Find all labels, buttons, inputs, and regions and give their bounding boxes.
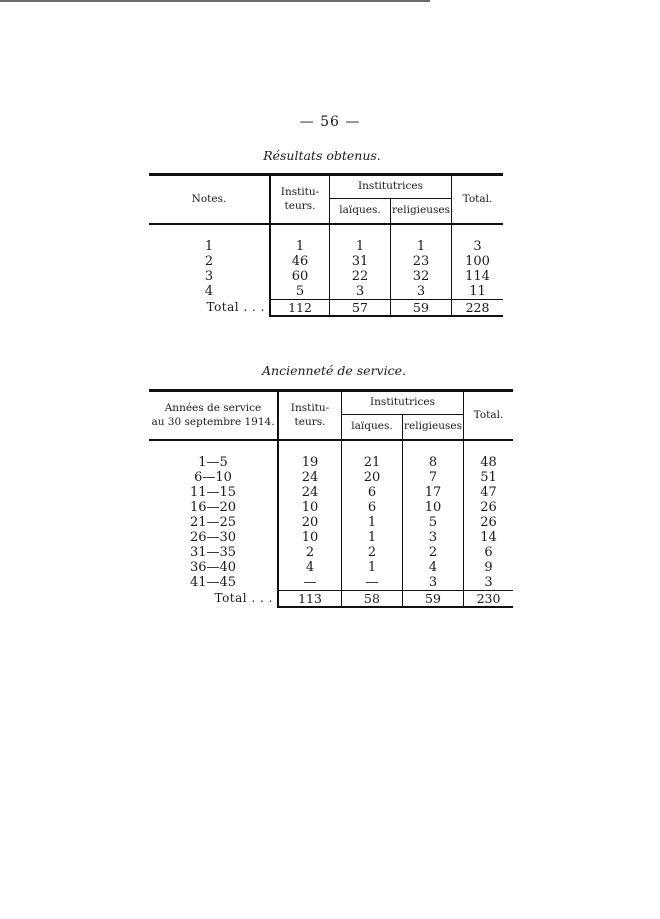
row-label: 21—25: [189, 515, 237, 530]
years-line2: au 30 septembre 1914.: [151, 415, 275, 428]
cell-instituteurs: 24: [278, 485, 342, 500]
cell-laiques: 3: [330, 284, 391, 300]
cell-total: 6: [484, 545, 493, 560]
total-row: [149, 591, 513, 608]
cell-laiques: 22: [330, 269, 391, 284]
table-row: [149, 284, 503, 300]
cell-laiques: 6: [342, 485, 403, 500]
cell-religieuses: 1: [391, 239, 452, 254]
top-edge-rule: [0, 0, 430, 2]
row-label: 4: [204, 284, 214, 300]
cell-religieuses: 8: [403, 455, 464, 470]
cell-laiques: 1: [342, 515, 403, 530]
table-row: [149, 515, 513, 530]
cell-religieuses: 10: [403, 500, 464, 515]
col-header-laiques: laïques.: [342, 415, 403, 441]
total-total: 230: [464, 591, 514, 608]
cell-total: 3: [473, 239, 482, 254]
cell-instituteurs: 19: [278, 455, 342, 470]
cell-instituteurs: 10: [278, 500, 342, 515]
col-header-instituteurs: [278, 391, 342, 441]
cell-instituteurs: 2: [278, 545, 342, 560]
instituteurs-line1: Institu-: [290, 402, 330, 415]
table1-caption: Résultats obtenus.: [263, 148, 381, 163]
col-header-years: [149, 391, 278, 441]
cell-laiques: 1: [342, 530, 403, 545]
row-label: 11—15: [189, 485, 237, 500]
table-row: [149, 254, 503, 269]
cell-religieuses: 3: [391, 284, 452, 300]
cell-religieuses: 4: [403, 560, 464, 575]
cell-total: 51: [480, 470, 497, 485]
col-header-instituteurs: [270, 175, 330, 225]
instituteurs-line2: teurs.: [294, 415, 326, 428]
years-line1: Années de service: [164, 402, 262, 415]
cell-total: 114: [465, 269, 490, 284]
total-total: 228: [452, 300, 504, 317]
row-label: 1: [204, 239, 214, 254]
cell-religieuses: 2: [403, 545, 464, 560]
instituteurs-line2: teurs.: [284, 199, 316, 212]
col-header-institutrices: Institutrices: [342, 391, 464, 415]
cell-total: 3: [484, 575, 493, 590]
table-row: [149, 560, 513, 575]
row-label: 41—45: [189, 575, 237, 591]
cell-total: 9: [484, 560, 493, 575]
cell-instituteurs: —: [278, 575, 342, 591]
cell-laiques: 2: [342, 545, 403, 560]
cell-total: 14: [480, 530, 497, 545]
table-row: [149, 485, 513, 500]
row-label: 1—5: [198, 455, 228, 470]
cell-laiques: 1: [342, 560, 403, 575]
cell-religieuses: 17: [403, 485, 464, 500]
results-table: [149, 173, 503, 317]
cell-laiques: 1: [330, 239, 391, 254]
table-row: [149, 470, 513, 485]
table-row: [149, 455, 513, 470]
cell-instituteurs: 20: [278, 515, 342, 530]
col-header-notes: Notes.: [149, 175, 270, 225]
page-number: — 56 —: [299, 114, 361, 130]
cell-total: 11: [469, 284, 486, 299]
cell-instituteurs: 10: [278, 530, 342, 545]
row-label: 3: [204, 269, 214, 284]
cell-total: 100: [465, 254, 490, 269]
cell-laiques: 20: [342, 470, 403, 485]
table-row: [149, 530, 513, 545]
col-header-total: Total.: [452, 175, 504, 225]
total-instituteurs: 113: [278, 591, 342, 608]
row-label: 16—20: [189, 500, 237, 515]
col-header-institutrices: Institutrices: [330, 175, 452, 199]
seniority-table: [149, 389, 513, 608]
col-header-total: Total.: [464, 391, 514, 441]
row-label: 36—40: [189, 560, 237, 575]
cell-religieuses: 3: [403, 530, 464, 545]
cell-religieuses: 5: [403, 515, 464, 530]
total-laiques: 58: [342, 591, 403, 608]
cell-laiques: 21: [342, 455, 403, 470]
total-religieuses: 59: [403, 591, 464, 608]
total-row: [149, 300, 503, 317]
col-header-religieuses: religieuses: [403, 415, 464, 441]
cell-religieuses: 7: [403, 470, 464, 485]
row-label: 26—30: [189, 530, 237, 545]
cell-religieuses: 23: [391, 254, 452, 269]
total-religieuses: 59: [391, 300, 452, 317]
cell-total: 47: [480, 485, 497, 500]
cell-laiques: —: [342, 575, 403, 591]
total-instituteurs: 112: [270, 300, 330, 317]
cell-instituteurs: 5: [270, 284, 330, 300]
col-header-religieuses: religieuses: [391, 199, 452, 225]
table-row: [149, 545, 513, 560]
col-header-laiques: laïques.: [330, 199, 391, 225]
row-label: 2: [204, 254, 214, 269]
row-label: 31—35: [189, 545, 237, 560]
instituteurs-line1: Institu-: [280, 186, 320, 199]
cell-instituteurs: 60: [270, 269, 330, 284]
cell-religieuses: 3: [403, 575, 464, 591]
cell-instituteurs: 1: [270, 239, 330, 254]
cell-instituteurs: 46: [270, 254, 330, 269]
total-label: Total . . .: [214, 591, 273, 606]
total-laiques: 57: [330, 300, 391, 317]
cell-laiques: 31: [330, 254, 391, 269]
table-row: [149, 500, 513, 515]
total-label: Total . . .: [206, 300, 265, 315]
cell-religieuses: 32: [391, 269, 452, 284]
row-label: 6—10: [194, 470, 232, 485]
cell-laiques: 6: [342, 500, 403, 515]
cell-instituteurs: 4: [278, 560, 342, 575]
cell-total: 26: [480, 500, 497, 515]
table-row: [149, 575, 513, 591]
cell-instituteurs: 24: [278, 470, 342, 485]
table-row: [149, 269, 503, 284]
table-row: [149, 239, 503, 254]
cell-total: 26: [480, 515, 497, 530]
cell-total: 48: [480, 455, 497, 470]
table2-caption: Ancienneté de service.: [262, 363, 406, 378]
